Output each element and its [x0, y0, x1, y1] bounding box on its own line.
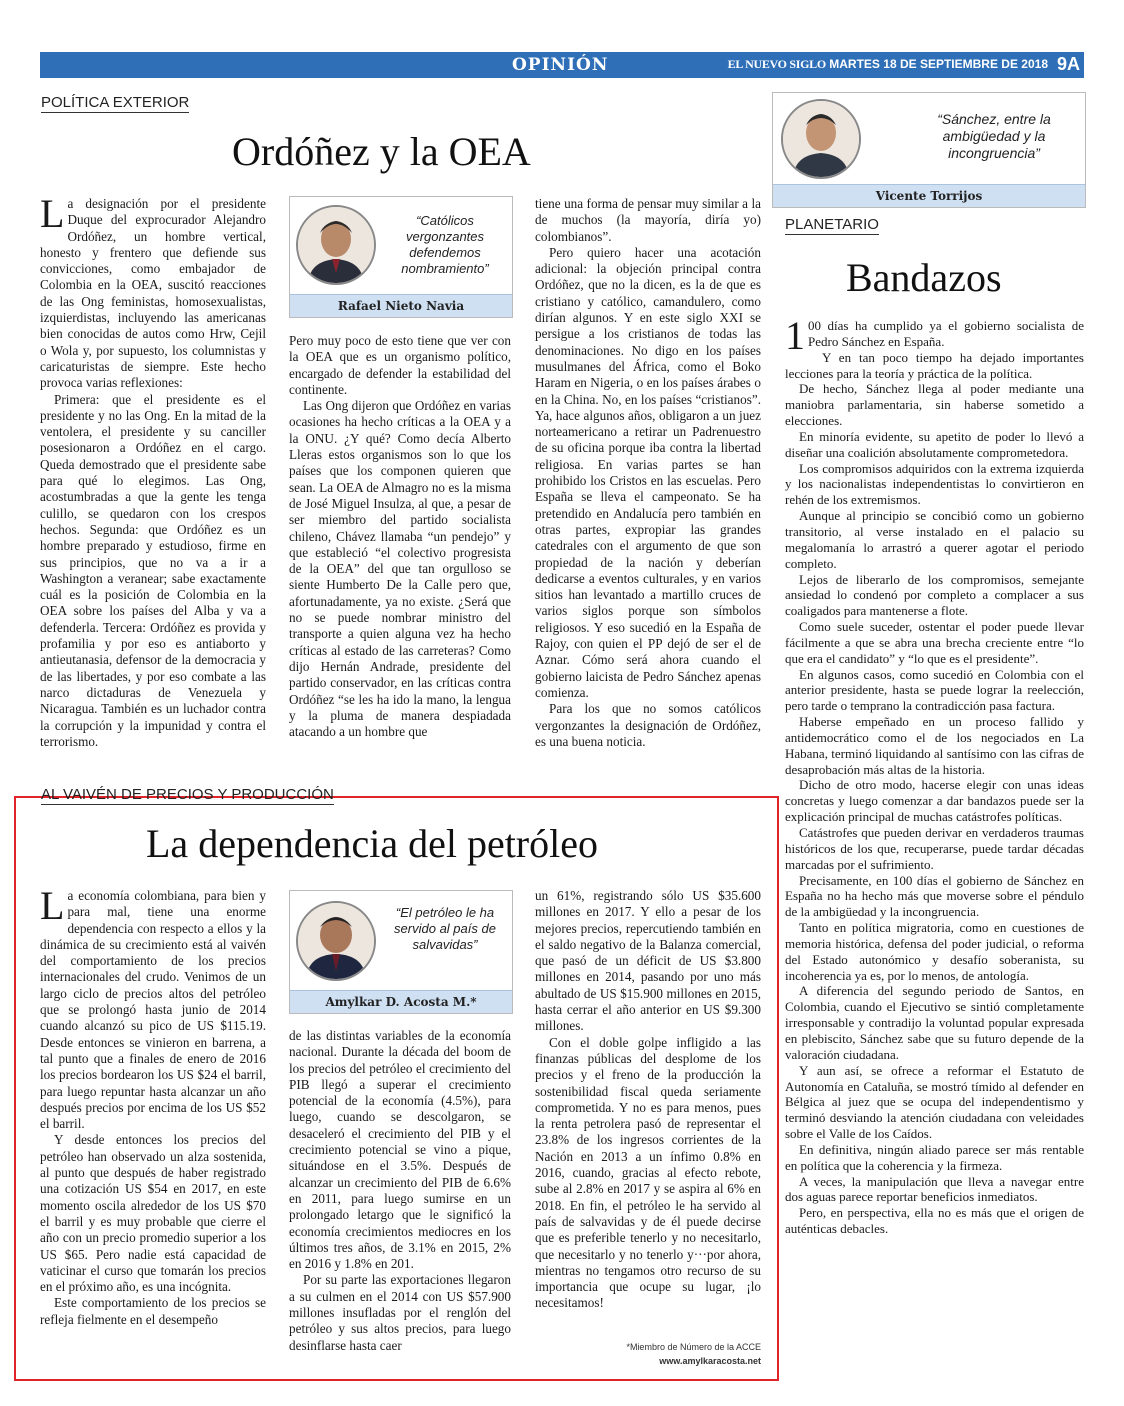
- dateline: [728, 57, 1048, 72]
- paragraph: Lejos de liberarlo de los compromisos, semejante ansiedad lo condenó por completo a complacer a sus coaligados para mantenerse a flote.: [785, 571, 1084, 619]
- date-text: MARTES 18 DE SEPTIEMBRE DE 2018: [829, 57, 1048, 71]
- paragraph: Pero, en perspectiva, ella no es más que el origen de auténticas debacles.: [785, 1205, 1084, 1237]
- paragraph: Primera: que el presidente es el presidente y no las Ong. En la mitad de la ventolera, el presidente y su canciller posesionaron a Ordóñez en el cargo. Queda demostrado que el presidente sabe para qué lo elegimos. Las Ong, acostumbradas a que la gente les tenga culillo, se quedaron con los crespos hechos. Segunda: que Ordóñez es un hombre preparado y estudioso, firme en sus principios, que no va a ir a Washington a veranear; sabe exactamente cuál es la posición de Colombia en la OEA sobre los países del Alba y va a defenderla. Tercera: Ordóñez es provida y profamilia y por eso es antiaborto y antieutanasia, defensor de la democracia y de las libertades, y por eso combate a las narco dictaduras de Venezuela y Nicaragua. También es un luchador contra la corrupción y la impunidad y contra el terrorismo.: [40, 391, 266, 749]
- pull-quote: “Católicos vergonzantes defendemos nombramiento”: [401, 213, 489, 276]
- paragraph: De hecho, Sánchez llega al poder mediante una maniobra parlamentaria, sin haberse sometido a elecciones.: [785, 381, 1084, 429]
- paragraph: Por su parte las exportaciones llegaron a su culmen en el 2014 con US $57.900 millones insufladas por el renglón del petróleo y sus altos precios, para luego desinflarse hasta caer: [289, 1272, 511, 1353]
- article1-kicker: POLÍTICA EXTERIOR: [41, 94, 190, 111]
- portrait-photo-icon: [783, 101, 859, 177]
- paragraph: Y en tan poco tiempo ha dejado importantes lecciones para la teoría y práctica de la política.: [785, 349, 1084, 381]
- paragraph: Aunque al principio se concibió como un gobierno transitorio, al verse instalado en el palacio su megalomanía lo arrastró a querer agotar el periodo completo.: [785, 508, 1084, 571]
- paragraph: La designación por el presidente Duque del exprocurador Alejandro Ordóñez, un hombre vertical, honesto y frentero que defiende sus convicciones, como embajador de Colombia en la OEA, suscitó reacciones de las Ong feministas, homosexualistas, izquierdistas, incluyendo las americanas bien conocidas de autos como Hrw, Cejil o Wola y, por supuesto, los columnistas y caricaturistas de siempre. Este hecho provoca varias reflexiones:: [40, 196, 266, 391]
- page-number: 9A: [1056, 54, 1080, 74]
- article2-column-3: [535, 888, 761, 1328]
- article1-headline: Ordóñez y la OEA: [232, 129, 531, 174]
- article1-quote-box: [289, 196, 513, 318]
- author-name: Rafael Nieto Navia: [290, 294, 512, 317]
- author-name: Amylkar D. Acosta M.*: [290, 990, 512, 1013]
- paragraph: Las Ong dijeron que Ordóñez en varias ocasiones ha hecho críticas a la OEA y a la ONU. ¿Y qué? Como decía Alberto Lleras estos organismos son lo que los países que los componen quieren que sean. La OEA de Almagro no es la misma de José Miguel Insulza, al que, a pesar de ser miembro del partido socialista chileno, Chávez llamaba “un pendejo” y que estableció “el colectivo progresista de la OEA” del que tan orgulloso se siente Humberto De la Calle pero que, afortunadamente, ya no existe. ¿Será que no se puede nombrar ministro del transporte a quien alguna vez ha hecho críticas al estado de las carreteras? Como dijo Hernán Andrade, presidente del partido conservador, en las críticas contra Ordóñez “se les ha ido la mano, la lengua y la pluma de manera despiadada atacando a un hombre que: [289, 398, 511, 740]
- paragraph: A diferencia del segundo periodo de Santos, en Colombia, cuando el Ejecutivo se sintió completamente irresponsable y contradijo la voluntad popular expresada en plebiscito, Sánchez sabe que su futuro depende de la valoración ciudadana.: [785, 983, 1084, 1062]
- portrait-photo-icon: [298, 207, 374, 283]
- article2-quote-box: [289, 890, 513, 1014]
- drop-cap: L: [40, 196, 65, 236]
- article3-column: [785, 318, 1084, 1380]
- article1-column-2: [289, 333, 511, 753]
- article1-column-1: [40, 196, 266, 752]
- paragraph: Haberse empeñado en un proceso fallido y antidemocrático como el de los negociados en La Habana, terminó liquidando al santísimo con las cifras de desaprobación más altas de la historia.: [785, 714, 1084, 777]
- paragraph: Tanto en política migratoria, como en cuestiones de memoria histórica, defensa del poder judicial, o reforma del Estado autonómico y desafío soberanista, su incoherencia ya es, por lo menos, de antología.: [785, 920, 1084, 983]
- author-photo: [781, 99, 861, 179]
- article1-column-3: [535, 196, 761, 752]
- drop-cap: 1: [785, 318, 805, 358]
- drop-cap: L: [40, 888, 65, 928]
- paragraph: de las distintas variables de la economía nacional. Durante la década del boom de los precios del petróleo el crecimiento del PIB llegó a superar el crecimiento potencial de la economía (4.5%), para luego, cuando se descolgaron, se desaceleró el crecimiento del PIB y el crecimiento potencial se vino a pique, situándose en el 3.5%. Después de alcanzar un crecimiento del PIB de 6.6% en 2011, para luego sumirse en un prolongado letargo que le significó la economía crecimientos mediocres en los últimos tres años, de 3.1% en 2015, 2% en 2016 y 1.8% en 201.: [289, 1028, 511, 1272]
- section-title: OPINIÓN: [512, 55, 609, 75]
- paragraph: Los compromisos adquiridos con la extrema izquierda y los nacionalistas independentistas lo convirtieron en rehén de los extremismos.: [785, 460, 1084, 508]
- author-name: Vicente Torrijos: [773, 184, 1085, 207]
- article2-headline: La dependencia del petróleo: [146, 821, 598, 866]
- paragraph: Precisamente, en 100 días el gobierno de Sánchez en España no ha hecho más que moverse sobre el péndulo de la ambigüedad y la incongruencia.: [785, 872, 1084, 920]
- paragraph: En minoría evidente, su apetito de poder lo llevó a diseñar una coalición absolutamente comprometedora.: [785, 428, 1084, 460]
- paragraph: La economía colombiana, para bien y para mal, tiene una enorme dependencia con respecto a ellos y la dinámica de su crecimiento está al vaivén del comportamiento de los precios internacionales del crudo. Venimos de un largo ciclo de precios altos del petróleo que se prolongó hasta junio de 2014 cuando alcanzó su pico de US $115.19. Desde entonces se vinieron en barrena, a tal punto que a finales de enero de 2016 los precios bordearon los US $24 el barril, para luego repuntar hasta alcanzar un año después precios por encima de los US $52 el barril.: [40, 888, 266, 1132]
- article2-column-1: [40, 888, 266, 1368]
- paragraph: Como suele suceder, ostentar el poder puede llevar fácilmente a que se abra una brecha creciente entre “lo que era el candidato” y “lo que es el presidente”.: [785, 619, 1084, 666]
- paragraph: Pero quiero hacer una acotación adicional: la objeción principal contra Ordóñez, que no la dicen, es la de que es cristiano y católico, camandulero, como dirían algunos. Y en este siglo XXI se persigue a los cristianos de todas las denominaciones. No digo en los países musulmanes del África, como el Boko Haram en Nigeria, o en los países árabes o en la China. No, en los países “cristianos”. Ya, hace algunos años, obligaron a un juez norteamericano a retirar un Padrenuestro de su oficina porque iba contra la libertad religiosa. En varias partes se han prohibido los Cristos en las escuelas. Pero España se lleva el campeonato. Se ha pretendido en Andalucía pero también en otras partes, expropiar las grandes catedrales con el argumento de que son propiedad de la nación y deberían dedicarse a eventos culturales, y en varios sitios han levantado a martillo cruces de varios siglos porque son símbolos religiosos. Y eso sucedió en la España de Rajoy, con quien el PP dejó de ser el de Aznar. Cómo será ahora cuando el gobierno laicista de Pedro Sánchez apenas comienza.: [535, 244, 761, 700]
- author-footnote: *Miembro de Número de la ACCE: [626, 1342, 761, 1352]
- paragraph: tiene una forma de pensar muy similar a la de muchos (la mayoría, diría yo) colombianos”.: [535, 196, 761, 244]
- paragraph: Pero muy poco de esto tiene que ver con la OEA que es un organismo político, encargado de defender la estabilidad del continente.: [289, 333, 511, 397]
- paragraph: Este comportamiento de los precios se refleja fielmente en el desempeño: [40, 1295, 266, 1327]
- paragraph: Dicho de otro modo, hacerse elegir con unas ideas concretas y luego comenzar a dar bandazos puede ser la explicación principal de muchas catástrofes políticas.: [785, 777, 1084, 825]
- article3-headline: Bandazos: [846, 255, 1002, 300]
- paragraph: un 61%, registrando sólo US $35.600 millones en 2017. Y ello a pesar de los mejores precios, repercutiendo también en el saldo negativo de la Balanza comercial, que pasó de un déficit de US $3.800 millones en 2014, pasando por uno más abultado de US $15.900 millones en 2015, hasta cerrar el año anterior en US $9.300 millones.: [535, 888, 761, 1034]
- pull-quote: “El petróleo le ha servido al país de salvavidas”: [394, 905, 496, 952]
- newspaper-logo: EL NUEVO SIGLO: [727, 57, 826, 71]
- paragraph: Con el doble golpe infligido a las finanzas públicas del desplome de los precios y el freno de la producción la sostenibilidad fiscal queda seriamente comprometida. Y no es para menos, pues la renta petrolera pasó de representar el 23.8% de los ingresos corrientes de la Nación en 2013 a un ínfimo 0.8% en 2016, cuando, gracias al efecto rebote, sube al 2.8% en 2017 y se aspira al 6% en 2018. En fin, el petróleo le ha servido al país de salvavidas y de él puede decirse que es preferible tenerlo y no necesitarlo, que necesitarlo y no tenerlo y···por ahora, mientras no tengamos otro recurso de su importancia que ocupe su lugar, ¡lo necesitamos!: [535, 1034, 761, 1311]
- paragraph: Para los que no somos católicos vergonzantes la designación de Ordóñez, es una buena noticia.: [535, 701, 761, 749]
- article2-column-2: [289, 1028, 511, 1370]
- paragraph: Catástrofes que pueden derivar en verdaderos traumas históricos de los que, recuperarse, puede tardar décadas marcadas por el sufrimiento.: [785, 825, 1084, 872]
- paragraph: En definitiva, ningún aliado parece ser más rentable en política que la coherencia y la firmeza.: [785, 1141, 1084, 1173]
- article3-kicker: PLANETARIO: [785, 216, 879, 233]
- paragraph: En algunos casos, como sucedió en Colombia con el anterior presidente, hasta se puede lograr la reelección, pero tarde o temprano la contradicción pasa factura.: [785, 666, 1084, 714]
- portrait-photo-icon: [298, 903, 374, 979]
- paragraph: Y desde entonces los precios del petróleo han observado un alza sostenida, al punto que después de haber registrado una cotización US $54 en 2017, en este momento oscila alrededor de los US $70 el barril y es muy probable que cierre el año con un precio promedio superior a los US $65. Pero nadie está capacidad de vaticinar el curso que tomarán los precios en el próximo año, es una incógnita.: [40, 1132, 266, 1295]
- article3-quote-box: [772, 92, 1086, 208]
- author-photo: [296, 901, 376, 981]
- paragraph: 1 00 días ha cumplido ya el gobierno socialista de Pedro Sánchez en España.: [785, 318, 1084, 358]
- author-photo: [296, 205, 376, 285]
- article2-kicker: AL VAIVÉN DE PRECIOS Y PRODUCCIÓN: [41, 786, 334, 803]
- pull-quote: “Sánchez, entre la ambigüedad y la incongruencia”: [937, 111, 1051, 161]
- paragraph: A veces, la manipulación que lleva a navegar entre dos aguas parece reportar beneficios inmediatos.: [785, 1173, 1084, 1205]
- author-website: www.amylkaracosta.net: [659, 1356, 761, 1366]
- paragraph: Y aun así, se ofrece a reformar el Estatuto de Autonomía en Cataluña, se mostró tímido al defender en Bélgica al juez que se ocupa del independentismo y terminó desviando la atención ciudadana con veleidades sobre el Valle de los Caídos.: [785, 1062, 1084, 1142]
- page-header-bar: [40, 52, 1084, 78]
